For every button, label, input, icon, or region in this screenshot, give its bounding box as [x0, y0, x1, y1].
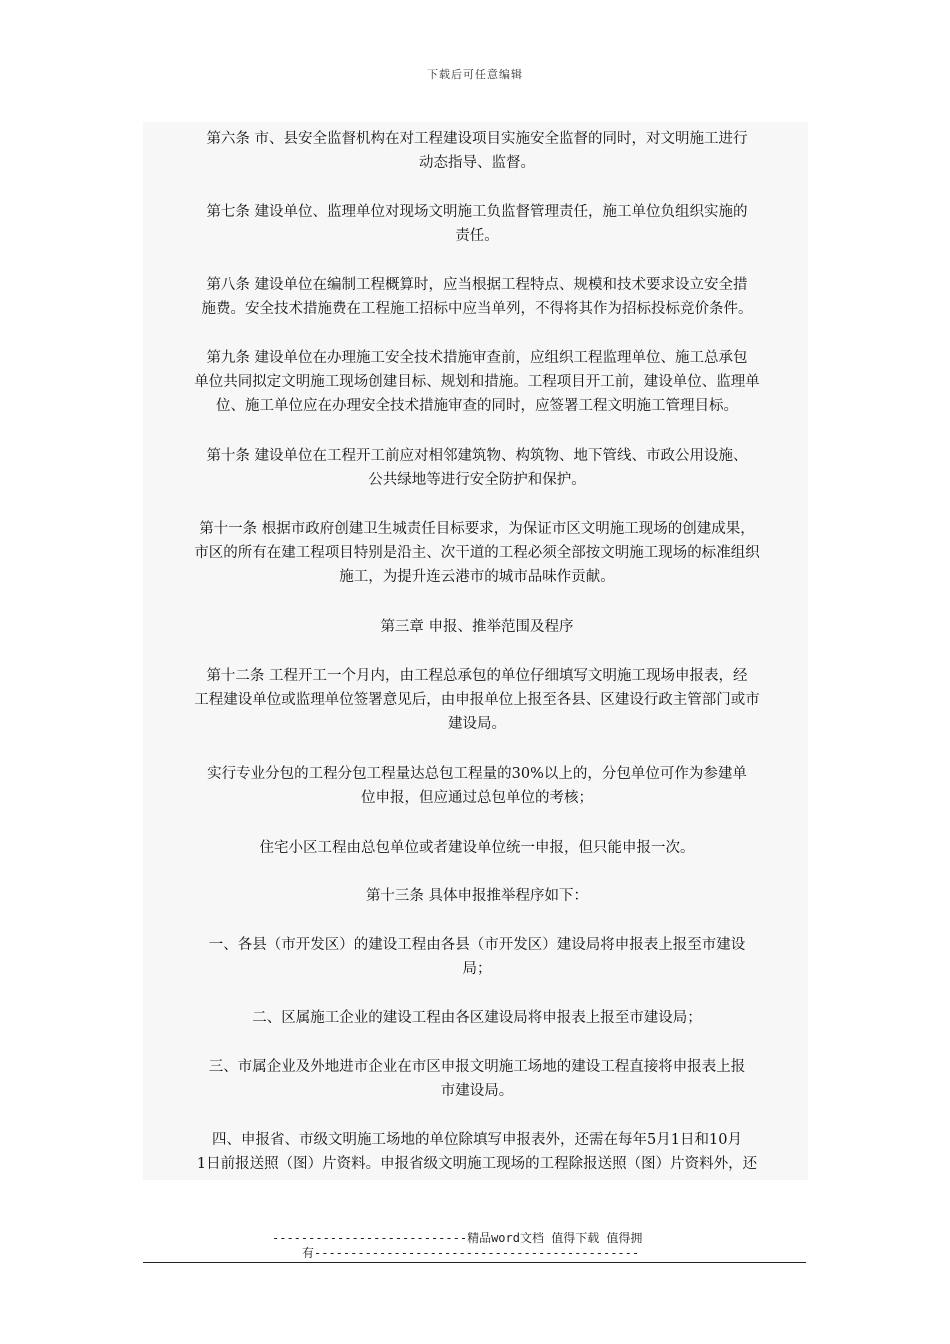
paragraph-line: 责任。 — [455, 228, 499, 244]
paragraph-line: 一、各县（市开发区）的建设工程由各县（市开发区）建设局将申报表上报至市建设 — [208, 937, 746, 953]
paragraph-line: 第十一条 根据市政府创建卫生城责任目标要求，为保证市区文明施工现场的创建成果， — [199, 521, 755, 537]
paragraph-line: 第八条 建设单位在编制工程概算时，应当根据工程特点、规模和技术要求设立安全措 — [206, 277, 748, 293]
paragraph — [146, 664, 808, 736]
paragraph-line: 二、区属施工企业的建设工程由各区建设局将申报表上报至市建设局； — [252, 1010, 702, 1026]
footer-line-2: 有--------------------------------------------- — [302, 1246, 640, 1260]
paragraph-line: 第九条 建设单位在办理施工安全技术措施审查前，应组织工程监理单位、施工总承包 — [206, 350, 748, 366]
paragraph — [146, 200, 808, 248]
paragraph-line: 三、市属企业及外地进市企业在市区申报文明施工场地的建设工程直接将申报表上报 — [208, 1059, 746, 1075]
paragraph-line: 位申报，但应通过总包单位的考核； — [361, 790, 593, 806]
paragraph-line: 动态指导、监督。 — [419, 155, 535, 171]
paragraph — [146, 1055, 808, 1103]
footer-line-1: ---------------------------精品word文档 值得下载 值得拥 — [272, 1231, 643, 1245]
paragraph-line: 施工，为提升连云港市的城市品味作贡献。 — [339, 569, 615, 585]
paragraph-line: 施费。安全技术措施费在工程施工招标中应当单列，不得将其作为招标投标竞价条件。 — [201, 301, 753, 317]
paragraph-line: 第三章 申报、推举范围及程序 — [380, 619, 574, 635]
paragraph-line: 1日前报送照（图）片资料。申报省级文明施工现场的工程除报送照（图）片资料外，还 — [196, 1156, 758, 1172]
paragraph-line: 第十三条 具体申报推举程序如下： — [365, 888, 589, 904]
paragraph — [146, 346, 808, 418]
paragraph-line: 工程建设单位或监理单位签署意见后，由申报单位上报至各县、区建设行政主管部门或市 — [194, 692, 760, 708]
paragraph — [146, 762, 808, 810]
paragraph — [146, 884, 808, 908]
paragraph-line: 实行专业分包的工程分包工程量达总包工程量的30%以上的，分包单位可作为参建单 — [207, 766, 747, 782]
paragraph-line: 单位共同拟定文明施工现场创建目标、规划和措施。工程项目开工前，建设单位、监理单 — [194, 374, 760, 390]
paragraph-line: 四、申报省、市级文明施工场地的单位除填写申报表外，还需在每年5月1日和10月 — [212, 1132, 742, 1148]
paragraph-line: 第六条 市、县安全监督机构在对工程建设项目实施安全监督的同时，对文明施工进行 — [206, 131, 748, 147]
paragraph-line: 第十条 建设单位在工程开工前应对相邻建筑物、构筑物、地下管线、市政公用设施、 — [206, 448, 748, 464]
paragraph-line: 公共绿地等进行安全防护和保护。 — [368, 472, 586, 488]
paragraph — [146, 1006, 808, 1030]
paragraph — [146, 517, 808, 589]
paragraph-line: 住宅小区工程由总包单位或者建设单位统一申报，但只能申报一次。 — [259, 840, 695, 856]
paragraph — [146, 836, 808, 860]
paragraph — [146, 273, 808, 321]
paragraph-line: 第十二条 工程开工一个月内，由工程总承包的单位仔细填写文明施工现场申报表，经 — [206, 668, 748, 684]
paragraph-line: 局； — [462, 961, 492, 977]
footer-rule — [143, 1262, 806, 1263]
page-header: 下载后可任意编辑 — [427, 68, 523, 81]
paragraph — [146, 444, 808, 492]
paragraph-line: 市建设局。 — [440, 1083, 514, 1099]
paragraph-line: 市区的所有在建工程项目特别是沿主、次干道的工程必须全部按文明施工现场的标准组织 — [194, 545, 760, 561]
paragraph — [146, 1128, 808, 1176]
paragraph-line: 位、施工单位应在办理安全技术措施审查的同时，应签署工程文明施工管理目标。 — [216, 398, 738, 414]
paragraph — [146, 127, 808, 175]
paragraph — [146, 933, 808, 981]
paragraph-line: 建设局。 — [448, 716, 506, 732]
paragraph-line: 第七条 建设单位、监理单位对现场文明施工负监督管理责任，施工单位负组织实施的 — [206, 204, 748, 220]
paragraph — [146, 615, 808, 639]
